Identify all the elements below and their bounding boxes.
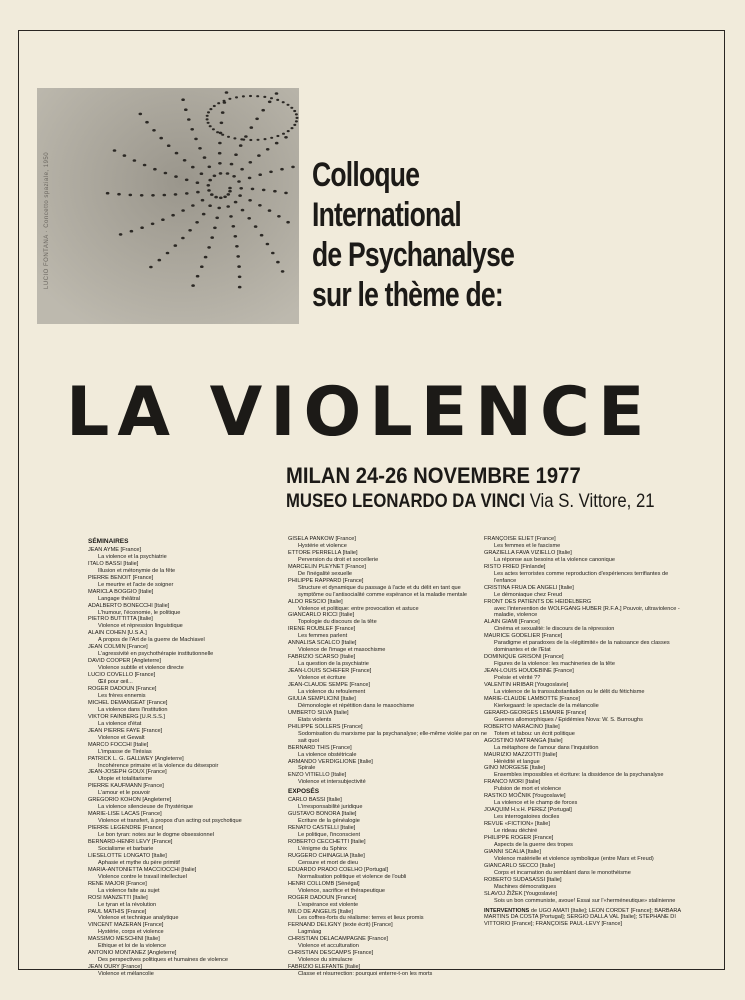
speaker-name: JEAN OURY [France] [88,964,142,971]
speaker-name: JEAN-JOSEPH GOUX [France] [88,769,167,776]
talk-title: Les frères ennemis [98,692,146,699]
talk-title: Violence, sacrifice et thérapeutique [298,887,385,894]
speaker-name: VIKTOR FAINBERG [U.R.S.S.] [88,713,165,720]
talk-title: Machines démocratiques [494,883,557,890]
speaker-name: CARLO BASSI [Italie] [288,797,342,804]
seminar-list-continued [288,536,488,786]
speaker-name: JEAN-LOUIS SCHEFER [France] [288,668,372,675]
talk-title: Les femmes et le fascisme [494,542,561,549]
speaker-name: ROBERTO CECCHETTI [Italie] [288,838,366,845]
speaker-name: SLAVOJ ŽIŽEK [Yougoslavie] [484,890,558,897]
event-title-line-2: International [312,196,462,234]
talk-title: Spirale [298,765,316,772]
speaker-name: MILO DE ANGELIS [Italie] [288,908,353,915]
talk-title: Le meurtre et l'acte de soigner [98,581,174,588]
speaker-name: GERARD-GEORGES LEMAIRE [France] [484,709,587,716]
talk-title: L'amour et le pouvoir [98,790,151,797]
speaker-name: ENZO VITIELLO [Italie] [288,772,347,779]
speaker-name: MARICLA BOGGIO [Italie] [88,588,154,595]
speaker-name: REVUE «FICTION» [Italie] [484,821,550,828]
speaker-name: FERNAND DELIGNY (texte écrit) [France] [288,922,393,929]
speaker-name: RENATO CASTELLI [Italie] [288,825,356,832]
speaker-name: MAURICE GODELIER [France] [484,633,563,640]
speaker-name: PHILIPPE SOLLERS [France] [288,723,363,730]
speaker-name: LIESELOTTE LONGATO [Italie] [88,852,167,859]
talk-title: Démonologie et répétition dans le masochisme [298,702,415,709]
speaker-name: PHILIPPE ROGER [France] [484,834,554,841]
talk-title: Le rideau déchiré [494,828,538,835]
talk-title: Classe et résurrection: pourquoi enterre-t-on les morts [298,971,433,978]
speaker-name: GISELA PANKOW [France] [288,536,356,542]
speaker-name: PATRICK L. G. GALLWEY [Angleterre] [88,755,184,762]
speaker-name: PIERRE LEGENDRE [France] [88,825,164,832]
speaker-name: ROSI MANZETTI [Italie] [88,894,148,901]
talk-title: La réponse aux besoins et la violence canonique [494,556,615,563]
talk-title: Le bon tyran: notes sur le dogme obsessionnel [98,832,214,839]
talk-title: Violence et intersubjectivité [298,779,366,786]
speaker-name: PAUL MATHIS [France] [88,908,147,915]
talk-title: Violence contre le travail intellectuel [98,873,187,880]
speaker-name: MARIE-CLAUDE LAMBOTTE [France] [484,695,581,702]
talk-title: La violence et le champ de forces [494,800,578,807]
talk-title: Perversion du droit et sorcellerie [298,556,379,563]
speaker-name: LUCIO COVELLO [France] [88,672,156,679]
interventions [484,908,682,929]
speaker-name: GIULIA SEMPLICINI [Italie] [288,695,356,702]
artwork-image [37,88,299,324]
speaker-name: VINCENT MAZERAN [France] [88,922,164,929]
talk-title: L'impasse de Tirésias [98,748,152,755]
talk-title: Violence et technique analytique [98,915,179,922]
speaker-name: ALDO RESCIO [Italie] [288,598,343,605]
talk-title: L'espérance est violente [298,901,359,908]
talk-title: Incohérence primaire et la violence du désespoir [98,762,219,769]
talk-title: Violence et acculturation [298,943,359,950]
speaker-name: PHILIPPE RAPPARD [France] [288,577,364,584]
talk-title: La violence du refoulement [298,688,366,695]
speaker-name: JEAN-LOUIS HOUDEBINE [France] [484,668,574,675]
speaker-name: CRISTINA FRUA DE ANGELI [Italie] [484,584,574,591]
speaker-name: MICHEL DEMANGEAT [France] [88,699,168,706]
speaker-name: CHRISTIAN DELACAMPAGNE [France] [288,936,388,943]
speaker-name: RASTKO MOČNIK [Yougoslavie] [484,793,566,800]
speaker-name: GIANCARLO RICCI [Italie] [288,612,355,619]
speaker-name: DAVID COOPER [Angleterre] [88,658,161,665]
speaker-name: FRONT DES PATIENTS DE HEIDELBERG [484,598,592,605]
speaker-name: FRANÇOISE ELIET [France] [484,536,556,542]
talk-list [288,797,488,978]
talk-title: Violence et transfert, à propos d'un acting out psychotique [98,818,242,825]
talk-title: De l'inégalité sexuelle [298,570,352,577]
event-title-line-1: Colloque [312,156,420,194]
talk-title: Hérédité et langue [494,758,540,765]
speaker-name: RUGGERO CHINAGLIA [Italie] [288,852,365,859]
speaker-name: FABRIZIO ELEFANTE [Italie] [288,964,361,971]
venue-name: MUSEO LEONARDO DA VINCI [286,491,526,512]
talk-title: Cinéma et sexualité: le discours de la répression [494,626,615,633]
perforated-spiral-icon [37,88,299,324]
talk-title: Totem et tabou: un écrit politique [494,730,575,737]
talk-title: Les actes terroristes comme reproduction d'expériences terrifiantes de l'enfance [494,570,669,584]
speaker-name: MARIA-ANTONIETTA MACCIOCCHI [Italie] [88,866,197,873]
main-title: LA VIOLENCE [66,373,653,452]
talk-title: Violence du simulacre [298,957,353,964]
talk-title: Aspects de la guerre des tropes [494,841,573,848]
speaker-name: FABRIZIO SCARSO [Italie] [288,654,356,661]
talk-title: Les femmes parlent [298,633,348,640]
talk-title: Aphasie et mythe du père primitif [98,859,180,866]
speaker-name: ANTONIO MONTANEZ [Angleterre] [88,950,177,957]
talk-title: Normalisation politique et violence de l'oubli [298,873,407,880]
speaker-name: MARCELIN PLEYNET [France] [288,563,366,570]
speaker-name: ALAIN GIAMI [France] [484,619,540,626]
speaker-name: AGOSTINO MATRANGA [Italie] [484,737,563,744]
talks-heading: EXPOSÉS [288,788,320,796]
venue-address: Via S. Vittore, 21 [529,491,655,512]
interventions-text: de UGO AMATI [Italie]; LEON CORDET [France]; BARBARA MARTINS DA COSTA [Portugal]; SERGIO DALLA VAL [Italie]; STEPHANE DI VITTORIO [France]; FRANÇOISE PAUL-LEVY [France] [484,907,681,928]
talk-title: La violence et la psychiatrie [98,553,167,560]
speaker-name: JEAN AYME [France] [88,546,142,553]
talk-title: Corps et incarnation du semblant dans le monothéisme [494,869,631,876]
speaker-name: JEAN-CLAUDE SEMPE [France] [288,682,371,689]
talk-title: Les coffres-forts du réalisme: terres et lieux promis [298,915,424,922]
speaker-name: ETTORE PERRELLA [Italie] [288,549,358,556]
talk-title: Sois un bon communiste, avoue! Essai sur l'«herméneutique» stalinienne [494,897,676,904]
speaker-name: RISTO FRIED [Finlande] [484,563,546,570]
talk-title: Ecriture de la généalogie [298,818,360,825]
program-column-1 [88,536,288,978]
talk-title: La violence faite au sujet [98,887,160,894]
artwork-caption: LUCIO FONTANA · Concetto spaziale, 1950 [44,151,50,289]
seminars-heading: SÉMINAIRES [88,538,129,545]
talk-title: La violence dans l'institution [98,706,168,713]
talk-title: La violence d'état [98,720,142,727]
speaker-name: ARMANDO VERDIGLIONE [Italie] [288,758,373,765]
speaker-name: MARIE-LISE LACAS [France] [88,811,162,818]
speaker-name: BERNARD-HENRI LEVY [France] [88,838,173,845]
event-venue [286,491,655,513]
talk-title: La question de la psychiatrie [298,661,369,668]
talk-title: La violence silencieuse de l'hystérique [98,804,193,811]
speaker-name: ROBERTO MARACINO [Italie] [484,723,560,730]
talk-title: Violence et répression linguistique [98,623,183,630]
speaker-name: ROGER DADOUN [France] [88,686,157,693]
event-title-line-4: sur le thème de: [312,276,503,314]
speaker-name: ADALBERTO BONECCHI [Italie] [88,602,170,609]
event-dates: MILAN 24-26 NOVEMBRE 1977 [286,463,581,488]
program-column-2 [288,536,488,978]
talk-title: L'énigme du Sphinx [298,845,347,852]
talk-title: Hystérie et violence [298,542,347,549]
talk-title: Poésie et vérité ?? [494,675,541,682]
talk-title: La métaphore de l'amour dans l'inquisition [494,744,599,751]
event-title-line-3: de Psychanalyse [312,236,515,274]
talk-title: La violence de la transsubstantiation ou le délit du fétichisme [494,688,645,695]
program-column-3 [484,536,682,928]
talk-title: Violence et écriture [298,675,346,682]
talk-title: Langage théâtral [98,595,140,602]
talk-title: Sodomisation du marxisme par la psychanalyse; elle-même violée par on ne sait quoi [298,730,488,744]
talk-title: Le tyran et la révolution [98,901,157,908]
speaker-name: GIANCARLO SECCO [Italie] [484,862,555,869]
talk-title: La violence obstétricale [298,751,357,758]
talk-title: Figures de la violence: les machineries de la tête [494,661,615,668]
speaker-name: GIANNI SCALIA [Italie] [484,848,541,855]
talk-title: avec l'intervention de WOLFGANG HUBER [R.F.A.] Pouvoir, ultraviolence - maladie, violence [494,605,680,619]
speaker-name: FRANCO MORI [Italie] [484,779,541,786]
talk-title: Topologie du discours de la tête [298,619,377,626]
speaker-name: DOMINIQUE GRISONI [France] [484,654,564,661]
event-title [312,155,569,315]
speaker-name: MARCO FOCCHI [Italie] [88,741,149,748]
talk-list-continued [484,536,682,905]
talk-title: Lagmáag [298,929,322,936]
speaker-name: ITALO BASSI [Italie] [88,560,139,567]
talk-title: Violence et mélancolie [98,971,154,978]
talk-title: L'irresponsabilité juridique [298,804,363,811]
speaker-name: GRAZIELLA FAVA VIZIELLO [Italie] [484,549,572,556]
talk-title: Violence matérielle et violence symbolique (entre Marx et Freud) [494,855,654,862]
seminar-list [88,547,288,978]
talk-title: Violence subtile et violence directe [98,665,184,672]
speaker-name: ALAIN COHEN [U.S.A.] [88,630,147,637]
talk-title: Violence de l'image et masochisme [298,647,386,654]
speaker-name: EDUARDO PRADO COELHO [Portugal] [288,866,389,873]
talk-title: Des perspectives politiques et humaines de violence [98,957,228,964]
talk-title: Censure et mort de dieu [298,859,359,866]
speaker-name: JOAQUIM H.v.H. PEREZ [Portugal] [484,807,572,814]
speaker-name: BERNARD THIS [France] [288,744,352,751]
talk-title: Socialisme et barbarie [98,845,154,852]
talk-title: L'agressivité en psychothérapie institutionnelle [98,651,214,658]
talk-title: Etats violents [298,716,332,723]
talk-title: Ensembles impossibles et écriture: la dissidence de la psychanalyse [494,772,664,779]
speaker-name: RENE MAJOR [France] [88,880,147,887]
speaker-name: JEAN COLMIN [France] [88,644,148,651]
talk-title: Hystérie, corps et violence [98,929,164,936]
talk-title: Pulsion de mort et violence [494,786,562,793]
talk-title: Paradigme et paradoxes de la «légitimité» de la naissance des classes dominantes et de l'Etat [494,640,670,654]
speaker-name: ROGER DADOUN [France] [288,894,357,901]
talk-title: Violence et Gewalt [98,734,145,741]
speaker-name: CHRISTIAN DESCAMPS [France] [288,950,374,957]
talk-title: L'humour, l'économie, le politique [98,609,181,616]
talk-title: Kierkegaard: le spectacle de la mélancolie [494,702,599,709]
talk-title: A propos de l'Art de la guerre de Machiavel [98,637,205,644]
speaker-name: PIETRO BUTTITTA [Italie] [88,616,153,623]
talk-title: Le politique, l'inconscient [298,832,361,839]
speaker-name: IRENE ROUBLEF [France] [288,626,356,633]
talk-title: Œil pour œil... [98,679,133,686]
talk-title: Utopie et totalitarisme [98,776,153,783]
speaker-name: ANNALISA SCALCO [Italie] [288,640,357,647]
talk-title: Guerres allomorphiques / Epidémies Nova: W. S. Burroughs [494,716,643,723]
speaker-name: MASSIMO MESCHINI [Italie] [88,936,160,943]
speaker-name: UMBERTO SILVA [Italie] [288,709,349,716]
speaker-name: GUSTAVO BONORA [Italie] [288,811,357,818]
speaker-name: GREGORIO KOHON [Angleterre] [88,797,172,804]
speaker-name: ROBERTO SUDASASSI [Italie] [484,876,562,883]
talk-title: Illusion et métonymie de la fête [98,567,176,574]
speaker-name: MAURIZIO MAZZOTTI [Italie] [484,751,558,758]
speaker-name: GINO MORGESE [Italie] [484,765,545,772]
interventions-label: INTERVENTIONS [484,907,530,914]
speaker-name: HENRI COLLOMB [Sénégal] [288,880,360,887]
speaker-name: PIERRE BENOIT [France] [88,574,154,581]
talk-title: Ethique et loi de la violence [98,943,167,950]
talk-title: Violence et politique: entre provocation et astuce [298,605,419,612]
talk-title: Les interrogatoires dociles [494,814,560,821]
speaker-name: VALENTIN HRIBAR [Yougoslavie] [484,682,569,689]
talk-title: Le démoniaque chez Freud [494,591,563,598]
talk-title: Structure et dynamique du passage à l'acte et du délit en tant que symptôme ou l'antisocialité comme espérance et la maladie mentale [298,584,467,598]
speaker-name: JEAN PIERRE FAYE [France] [88,727,163,734]
speaker-name: PIERRE KAUFMANN [France] [88,783,164,790]
